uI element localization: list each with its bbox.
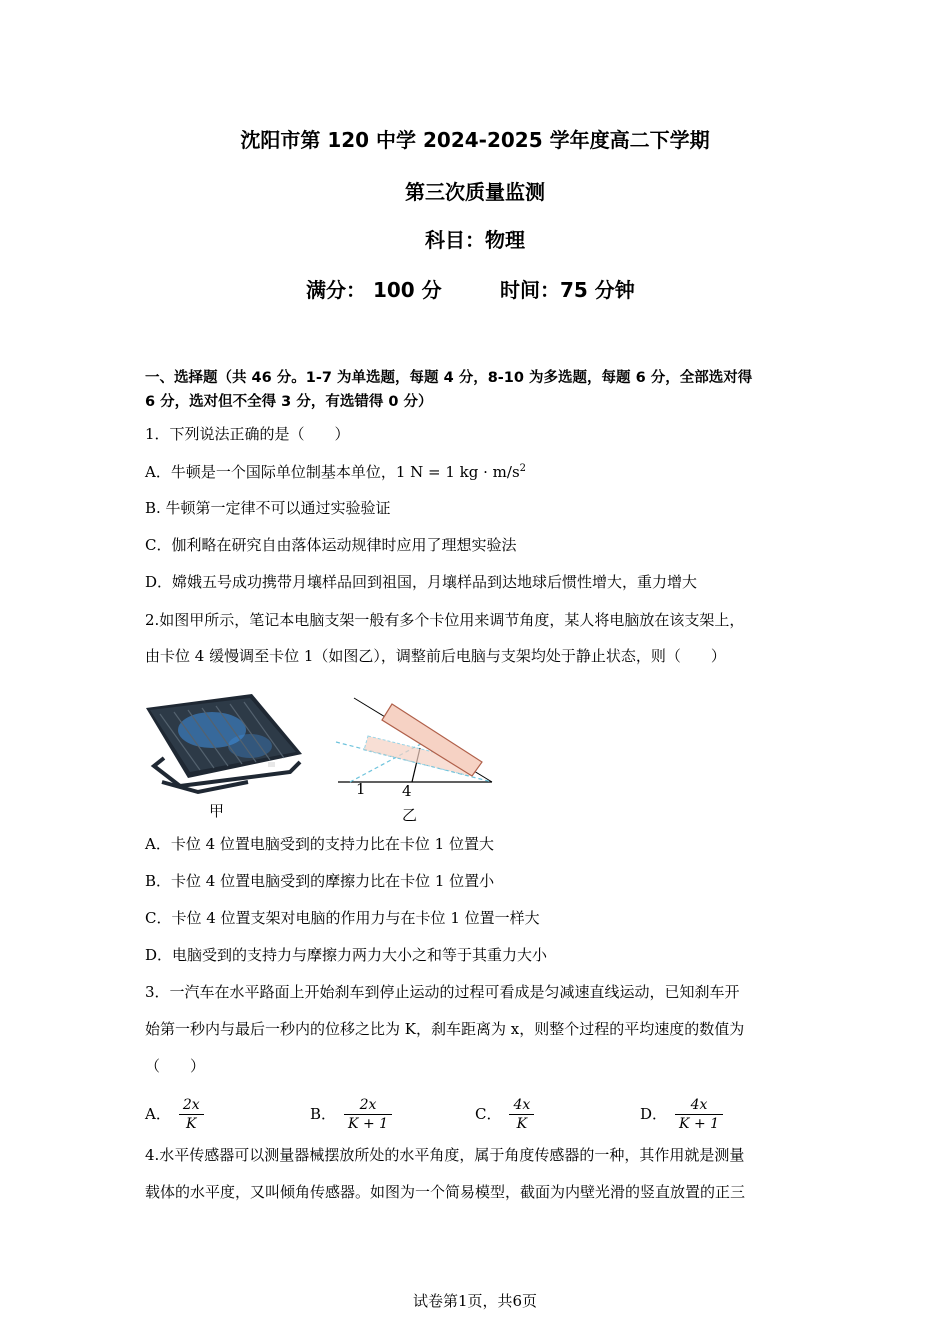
q1-option-c: C．伽利略在研究自由落体运动规律时应用了理想实验法 bbox=[145, 536, 517, 554]
q4-stem-line1: 4.水平传感器可以测量器械摆放所处的水平角度，属于角度传感器的一种，其作用就是测量 bbox=[145, 1146, 745, 1164]
fraction-numerator: 2x bbox=[344, 1096, 392, 1115]
q3-option-b-label: B． bbox=[310, 1105, 337, 1123]
fraction-denominator: K + 1 bbox=[679, 1115, 720, 1132]
q1-option-a bbox=[145, 462, 815, 482]
q2-option-d: D．电脑受到的支持力与摩擦力两力大小之和等于其重力大小 bbox=[145, 946, 548, 964]
fraction-denominator: K + 1 bbox=[348, 1115, 389, 1132]
q2-stem-line1: 2.如图甲所示，笔记本电脑支架一般有多个卡位用来调节角度，某人将电脑放在该支架上， bbox=[145, 611, 745, 629]
q1-option-a-exponent: 2 bbox=[519, 463, 527, 474]
q2-stem-line2: 由卡位 4 缓慢调至卡位 1（如图乙），调整前后电脑与支架均处于静止状态，则（ ） bbox=[145, 647, 726, 665]
fraction-numerator: 4x bbox=[675, 1096, 723, 1115]
figure-yi-caption: 乙 bbox=[402, 806, 418, 824]
q3-option-d-label: D． bbox=[640, 1105, 668, 1123]
page-footer: 试卷第1页，共6页 bbox=[412, 1292, 538, 1310]
q2-option-b: B．卡位 4 位置电脑受到的摩擦力比在卡位 1 位置小 bbox=[145, 872, 495, 890]
section-heading-line2: 6 分，选对但不全得 3 分，有选错得 0 分） bbox=[145, 394, 433, 410]
q3-stem-line3: （ ） bbox=[145, 1057, 206, 1075]
q1-option-b: B. 牛顿第一定律不可以通过实验验证 bbox=[145, 499, 391, 517]
exam-score: 满分： 100 分 bbox=[306, 278, 442, 302]
q3-option-d-fraction bbox=[675, 1096, 723, 1133]
figure-yi-label-1: 1 bbox=[356, 780, 366, 798]
exam-title-line2: 第三次质量监测 bbox=[405, 180, 545, 204]
q1-option-d: D．嫦娥五号成功携带月壤样品回到祖国，月壤样品到达地球后惯性增大，重力增大 bbox=[145, 573, 698, 591]
q3-stem-line1: 3．一汽车在水平路面上开始刹车到停止运动的过程可看成是匀减速直线运动，已知刹车开 bbox=[145, 983, 740, 1001]
exam-title-line1: 沈阳市第 120 中学 2024-2025 学年度高二下学期 bbox=[240, 128, 710, 152]
figure-jia-caption: 甲 bbox=[209, 802, 225, 820]
q4-stem-line2: 载体的水平度，又叫倾角传感器。如图为一个简易模型，截面为内壁光滑的竖直放置的正三 bbox=[145, 1183, 746, 1201]
fraction-denominator: K bbox=[516, 1115, 528, 1132]
q3-option-c-label: C． bbox=[475, 1105, 502, 1123]
section-heading-line1: 一、选择题（共 46 分。1-7 为单选题，每题 4 分，8-10 为多选题，每题 6 分，全部选对得 bbox=[145, 370, 753, 386]
q3-stem-line2: 始第一秒内与最后一秒内的位移之比为 K，刹车距离为 x，则整个过程的平均速度的数值为 bbox=[145, 1020, 745, 1038]
q3-option-c-fraction bbox=[509, 1096, 534, 1133]
q3-option-a-fraction bbox=[179, 1096, 204, 1133]
q1-option-a-text: A．牛顿是一个国际单位制基本单位，1 N = 1 kg · m/s bbox=[145, 463, 520, 481]
q3-option-a-label: A． bbox=[145, 1105, 171, 1123]
q3-option-b bbox=[310, 1090, 392, 1137]
fraction-denominator: K bbox=[186, 1115, 197, 1132]
q3-option-d bbox=[640, 1090, 723, 1137]
q3-option-b-fraction bbox=[344, 1096, 392, 1133]
exam-time: 时间：75 分钟 bbox=[500, 278, 635, 302]
q2-option-c: C．卡位 4 位置支架对电脑的作用力与在卡位 1 位置一样大 bbox=[145, 909, 540, 927]
figure-jia-laptop-stand bbox=[140, 692, 310, 800]
q2-option-a: A．卡位 4 位置电脑受到的支持力比在卡位 1 位置大 bbox=[145, 835, 494, 853]
fraction-numerator: 4x bbox=[509, 1096, 534, 1115]
figure-yi-label-4: 4 bbox=[402, 782, 412, 800]
exam-subject: 科目：物理 bbox=[425, 228, 525, 252]
q3-option-c bbox=[475, 1090, 534, 1137]
q1-stem: 1．下列说法正确的是（ ） bbox=[145, 425, 350, 443]
fraction-numerator: 2x bbox=[179, 1096, 204, 1115]
q3-option-a bbox=[145, 1090, 204, 1137]
